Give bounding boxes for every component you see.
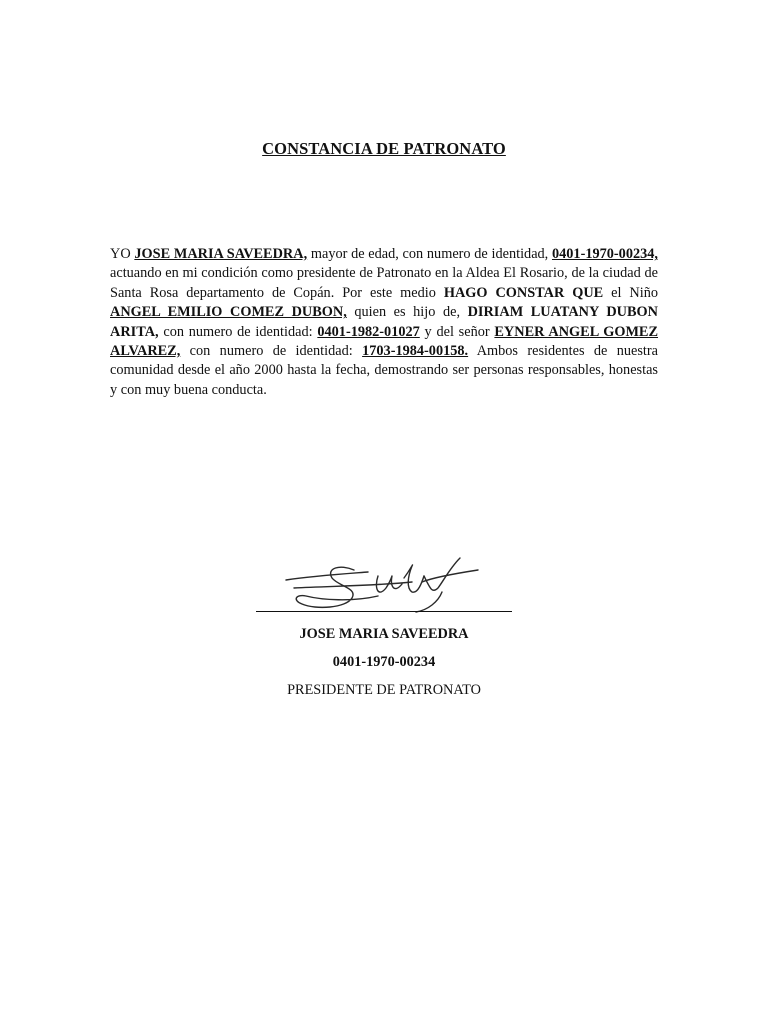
handwritten-signature bbox=[282, 552, 492, 616]
signatory-name: JOSE MARIA SAVEEDRA bbox=[299, 626, 469, 642]
signatory-id: 0401-1970-00234 bbox=[332, 654, 436, 670]
body-text-8: con numero de identidad: bbox=[180, 343, 363, 360]
body-text-4: el Niño bbox=[603, 284, 658, 301]
hago-constar: HAGO CONSTAR QUE bbox=[443, 284, 604, 301]
body-text-5: quien es hijo de, bbox=[346, 304, 468, 321]
father-name: EYNER ANGEL GOMEZ ALVAREZ, bbox=[110, 323, 659, 360]
body-text-2: mayor de edad, con numero de identidad, bbox=[307, 246, 552, 262]
body-text-3: actuando en mi condición como presidente de Patronato en la Aldea El Rosario, de la ciudad de Santa Rosa departamento de Copán. Por este medio bbox=[110, 265, 658, 301]
father-id: 1703-1984-00158. bbox=[362, 343, 469, 360]
body-text-1: YO bbox=[110, 246, 135, 262]
declarant-name: JOSE MARIA SAVEEDRA, bbox=[134, 246, 308, 262]
mother-id: 0401-1982-01027 bbox=[317, 323, 420, 340]
document-title: CONSTANCIA DE PATRONATO bbox=[262, 139, 506, 158]
body-text-7: y del señor bbox=[419, 323, 495, 340]
declarant-id: 0401-1970-00234, bbox=[551, 246, 658, 262]
child-name: ANGEL EMILIO COMEZ DUBON, bbox=[110, 304, 347, 321]
signatory-role: PRESIDENTE DE PATRONATO bbox=[287, 682, 481, 698]
document-body bbox=[110, 245, 658, 400]
body-text-9: Ambos residentes de nuestra comunidad desde el año 2000 hasta la fecha, demostrando ser personas responsables, honestas y con muy buena conducta. bbox=[110, 343, 659, 398]
signature-line bbox=[256, 611, 512, 612]
body-text-6: con numero de identidad: bbox=[158, 323, 318, 340]
mother-name: DIRIAM LUATANY DUBON ARITA, bbox=[110, 304, 658, 340]
